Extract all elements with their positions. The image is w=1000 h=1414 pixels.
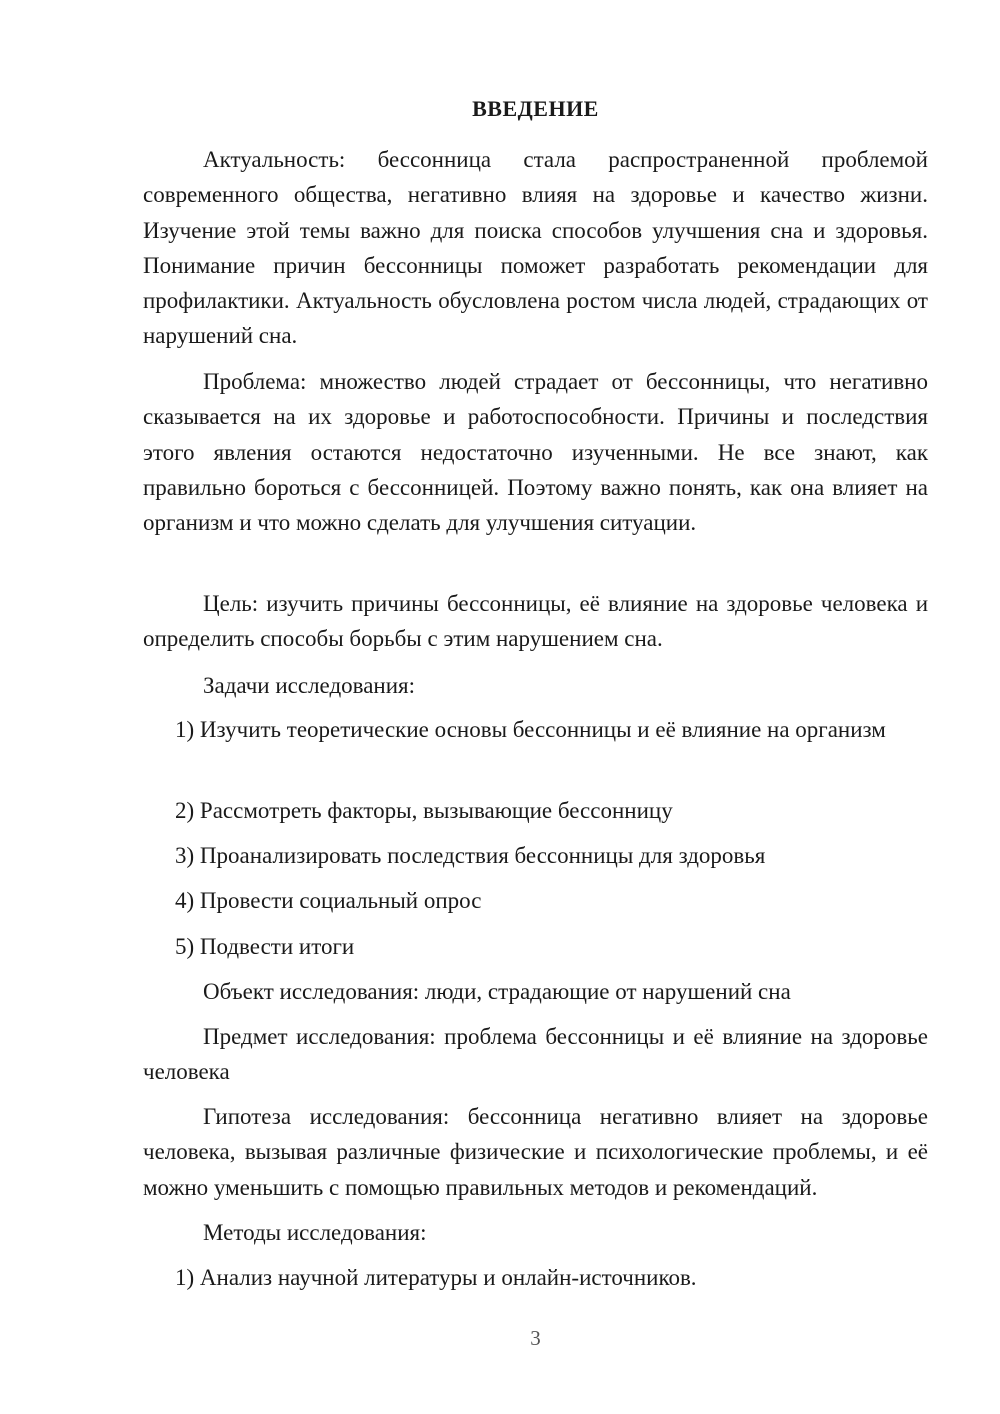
goal-paragraph: Цель: изучить причины бессонницы, её влияние на здоровье человека и определить способы борьбы с этим нарушением сна.: [143, 591, 928, 652]
page-number: 3: [530, 1326, 541, 1350]
hypothesis-paragraph: Гипотеза исследования: бессонница негативно влияет на здоровье человека, вызывая различные физические и психологические проблемы, и её можно уменьшить с помощью правильных методов и рекомендаций.: [143, 1104, 928, 1200]
task-item-4: 4) Провести социальный опрос: [175, 888, 482, 913]
problem-paragraph: Проблема: множество людей страдает от бессонницы, что негативно сказывается на их здоровье и работоспособности. Причины и последствия этого явления остаются недостаточно изученными. Не все знают, как правильно бороться с бессонницей. Поэтому важно понять, как она влияет на организм и что можно сделать для улучшения ситуации.: [143, 369, 928, 536]
subject-paragraph: Предмет исследования: проблема бессонницы и её влияние на здоровье человека: [143, 1024, 928, 1085]
task-item-3: 3) Проанализировать последствия бессонницы для здоровья: [175, 843, 766, 868]
method-item-1: 1) Анализ научной литературы и онлайн-источников.: [175, 1265, 697, 1290]
methods-heading: Методы исследования:: [203, 1220, 427, 1245]
page-title: ВВЕДЕНИЕ: [472, 96, 599, 121]
task-item-5: 5) Подвести итоги: [175, 934, 355, 959]
task-item-1: 1) Изучить теоретические основы бессонницы и её влияние на организм: [175, 717, 886, 742]
task-item-2: 2) Рассмотреть факторы, вызывающие бессонницу: [175, 798, 673, 823]
tasks-heading: Задачи исследования:: [203, 673, 416, 698]
relevance-paragraph: Актуальность: бессонница стала распространенной проблемой современного общества, негативно влияя на здоровье и качество жизни. Изучение этой темы важно для поиска способов улучшения сна и здоровья. Понимание причин бессонницы поможет разработать рекомендации для профилактики. Актуальность обусловлена ростом числа людей, страдающих от нарушений сна.: [143, 147, 928, 349]
object-paragraph: Объект исследования: люди, страдающие от нарушений сна: [203, 979, 791, 1004]
